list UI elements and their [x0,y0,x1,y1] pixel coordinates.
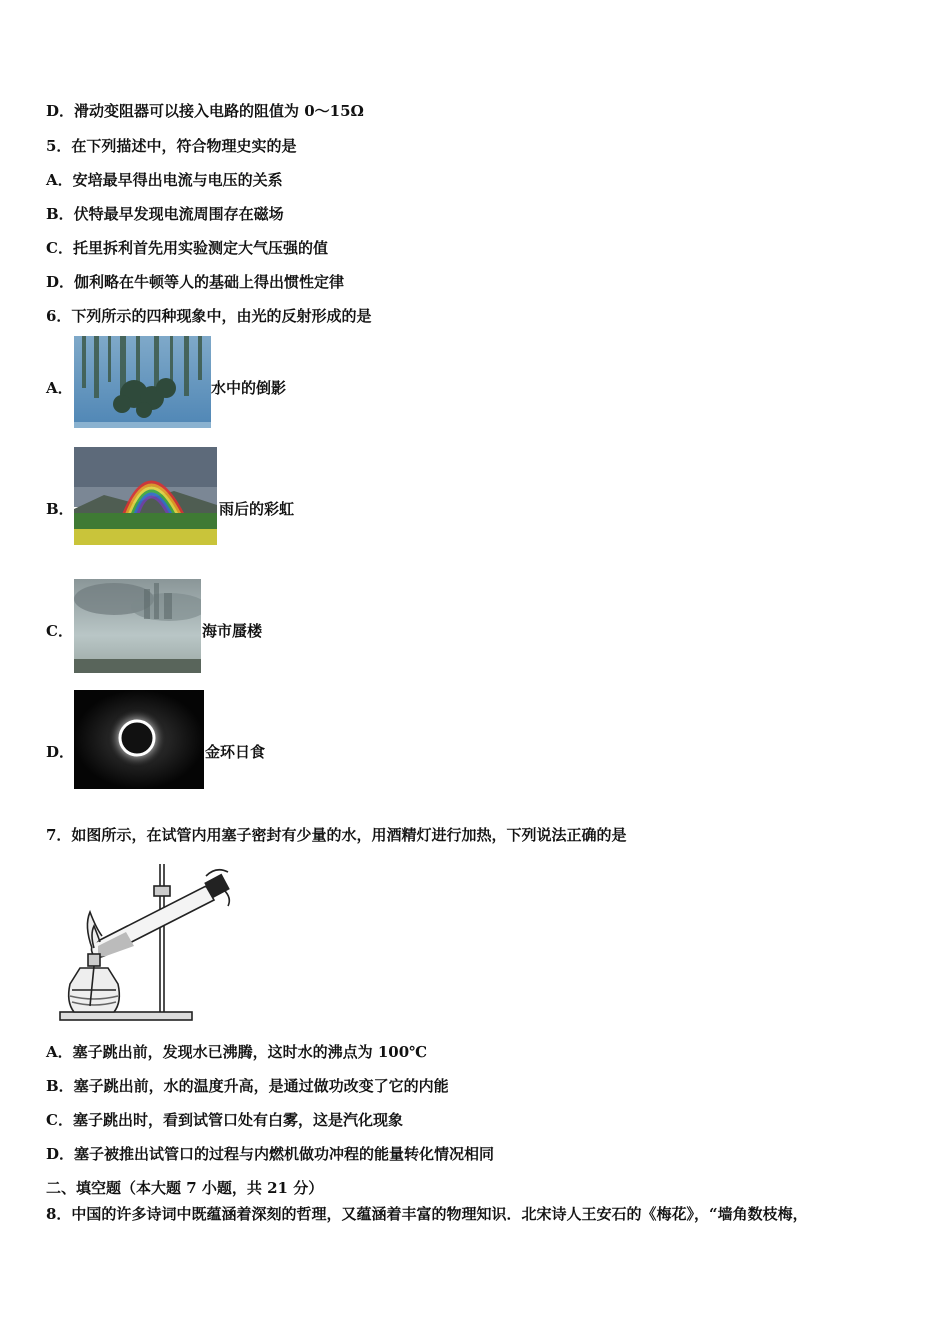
q7-stem: 7．如图所示，在试管内用塞子密封有少量的水，用酒精灯进行加热，下列说法正确的是 [46,826,627,844]
q6-option-b-image [74,447,217,545]
q7-option-c: C．塞子跳出时，看到试管口处有白雾，这是汽化现象 [46,1111,403,1129]
q5-stem: 5．在下列描述中，符合物理史实的是 [46,137,297,155]
q6-option-a-caption: 水中的倒影 [211,379,287,397]
q6-option-a-letter: A． [46,379,73,397]
q7-option-b: B．塞子跳出前，水的温度升高，是通过做功改变了它的内能 [46,1077,449,1095]
q5-option-a: A．安培最早得出电流与电压的关系 [46,171,283,189]
q5-option-d: D．伽利略在牛顿等人的基础上得出惯性定律 [46,273,345,291]
section2-heading: 二、填空题（本大题 7 小题，共 21 分） [46,1179,324,1197]
q6-option-a-image [74,336,211,428]
q5-option-b: B．伏特最早发现电流周围存在磁场 [46,205,284,223]
q6-option-c-letter: C． [46,622,73,640]
q6-option-d-caption: 金环日食 [205,743,266,761]
q6-option-c-image [74,579,201,673]
q7-option-a: A．塞子跳出前，发现水已沸腾，这时水的沸点为 100℃ [46,1043,428,1061]
q5-option-c: C．托里拆利首先用实验测定大气压强的值 [46,239,328,257]
q4-option-d: D．滑动变阻器可以接入电路的阻值为 0～15Ω [46,102,364,120]
q6-option-b-letter: B． [46,500,74,518]
q6-option-b-caption: 雨后的彩虹 [219,500,295,518]
q7-option-d: D．塞子被推出试管口的过程与内燃机做功冲程的能量转化情况相同 [46,1145,495,1163]
q8-stem: 8．中国的许多诗词中既蕴涵着深刻的哲理，又蕴涵着丰富的物理知识．北宋诗人王安石的《梅花》，“墙角数枝梅， [46,1205,808,1223]
q6-option-c-caption: 海市蜃楼 [202,622,263,640]
q6-option-d-letter: D． [46,743,75,761]
q6-option-d-image [74,690,204,789]
q6-stem: 6．下列所示的四种现象中，由光的反射形成的是 [46,307,372,325]
q7-figure-test-tube-lamp [56,856,236,1026]
